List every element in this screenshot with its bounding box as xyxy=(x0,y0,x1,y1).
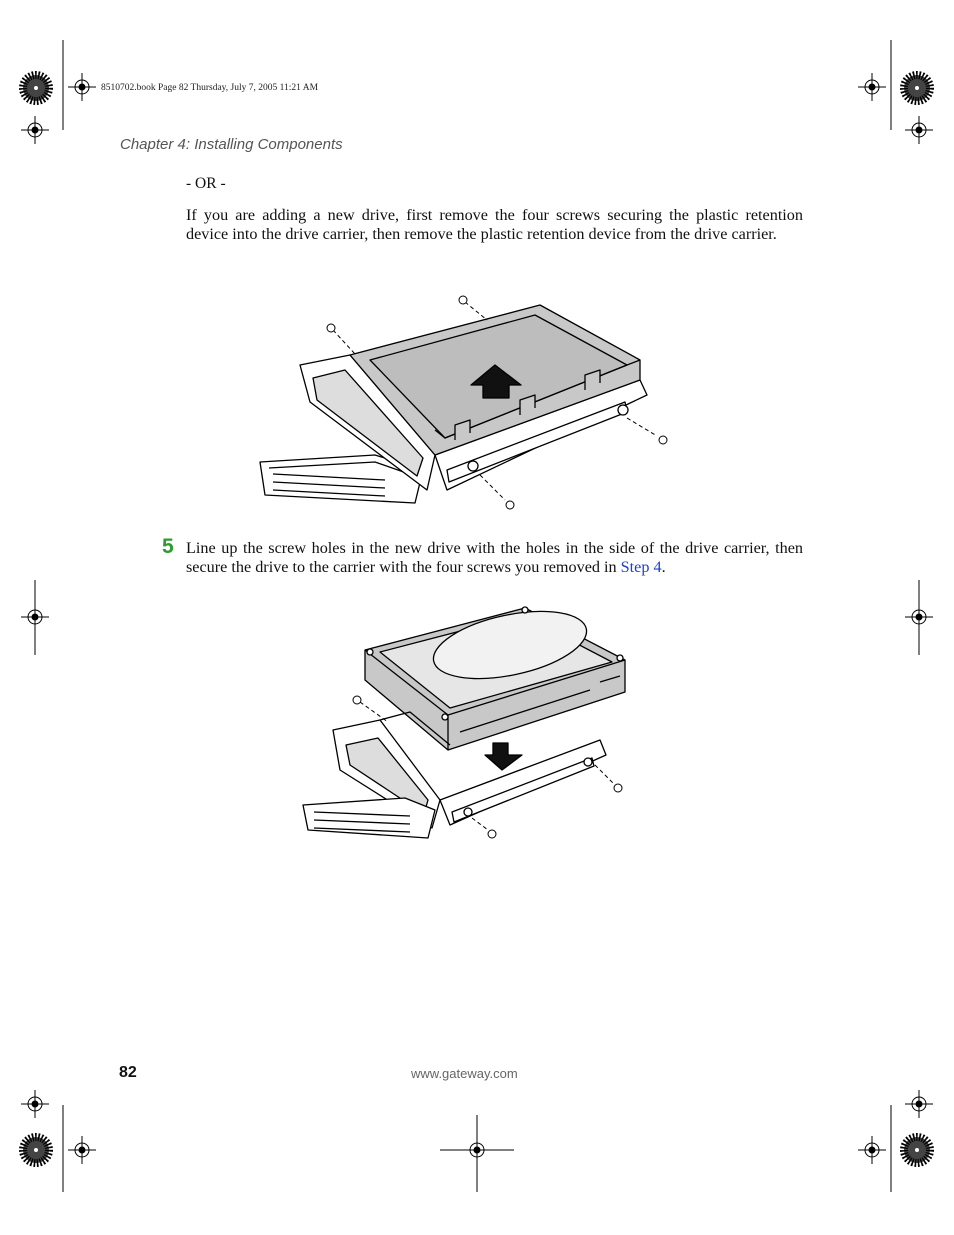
step-4-link[interactable]: Step 4 xyxy=(620,558,662,576)
print-slug: 8510702.book Page 82 Thursday, July 7, 2005 11:21 AM xyxy=(101,83,319,93)
paragraph-remove-retention: If you are adding a new drive, first remove the four screws securing the plastic retention device into the drive carrier, then remove the plastic retention device from the drive carrier. xyxy=(186,206,803,243)
step-instruction xyxy=(186,539,803,577)
step-text: Line up the screw holes in the new drive with the holes in the side of the drive carrier, then secure the drive to the carrier with the four screws you removed in xyxy=(186,539,803,576)
page-number: 82 xyxy=(119,1064,137,1081)
or-separator: - OR - xyxy=(186,175,226,192)
step-text-end: . xyxy=(661,558,666,576)
carrier-retention-illustration xyxy=(255,290,685,520)
chapter-header: Chapter 4: Installing Components xyxy=(120,136,343,153)
footer-url[interactable]: www.gateway.com xyxy=(411,1066,518,1081)
step-number: 5 xyxy=(162,535,174,558)
drive-install-illustration xyxy=(300,600,635,850)
